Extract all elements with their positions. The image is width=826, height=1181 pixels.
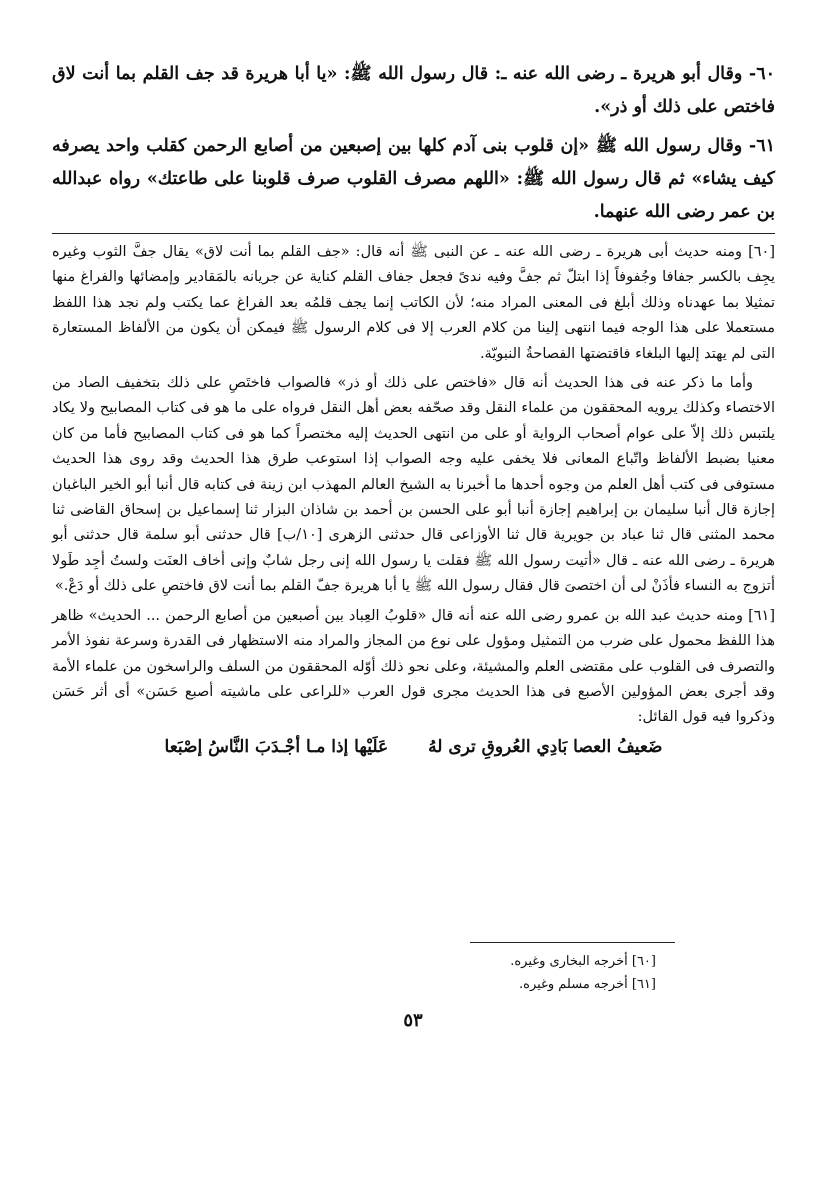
- main-separator: [52, 233, 775, 234]
- hadith-61: ٦١- وقال رسول الله ﷺ «إن قلوب بنى آدم كلها بين إصبعين من أصابع الرحمن كقلب واحد يصرفه كيف يشاء» ثم قال رسول الله ﷺ: «اللهم مصرف القلوب صرف قلوبنا على طاعتك» رواه عبدالله بن عمر رضى الله عنهما.: [52, 136, 775, 222]
- commentary-61: [٦١] ومنه حديث عبد الله بن عمرو رضى الله عنه أنه قال «قلوبُ العِباد بين أصبعين من أصابع الرحمن ... الحديث» ظاهر هذا اللفظ محمول على ضرب من التمثيل ومؤول على نوع من المجاز والمراد منه الاستظهار فى القدرة وسرعة نفوذ الأمر والتصرف فى القلوب على مقتضى العلم والمشيئة، وعلى نحو ذلك أوّله المحققون من السلف والراسخون من علماء الأمة وقد أجرى بعض المؤولين الأصبع فى هذا الحديث مجرى قول العرب «للراعى على ماشيته أصبع حَسَن» أى أثر حَسَن وذكروا فيه قول القائل:: [52, 607, 775, 726]
- footnotes: [356, 950, 656, 996]
- commentary-60-continued: وأما ما ذكر عنه فى هذا الحديث أنه قال «فاختص على ذلك أو ذر» فالصواب فاختَصِ على ذلك بتخفيف الصاد من الاختصاء وكذلك يرويه المحققون من علماء النقل وقد صحّفه بعض أهل النقل فرواه على ما هو فى كتاب المصابيح ولا يكاد يلتبس ذلك إلاّ على عوام أصحاب الرواية أو على من انتهى الحديث إليه مختصراً كما هو فى كتاب المصابيح فأما من كان معنيا بضبط الألفاظ واتّباع المعانى فلا يخفى عليه وجه الصواب إذا استوعب طرق هذا الحديث وقد روى هذا الحديث مستوفى فى كتب أهل العلم من وجوه أحدها ما أخبرنا به الشيخ العالم المهذب ابن زينة فى كتابه قال أنبا أبو الخير الباغبان إجازة قال أنبا سليمان بن إبراهيم إجازة أنبا أبو على الحسن بن أحمد بن شاذان البزار ثنا إسماعيل بن إسحاق القاضى ثنا محمد المثنى قال ثنا عباد بن جويرية قال ثنا الأوزاعى قال حدثنى الزهرى [١٠/ب] قال حدثنى أبو سلمة قال حدثنى أبو هريرة ـ رضى الله عنه ـ قال «أتيت رسول الله ﷺ فقلت يا رسول الله إنى رجل شابٌ وإنى أخاف العنَت ولستُ أجِد طَولا أتزوج به النساء فأذَنْ لى أن اختصىَ قال فقال رسول الله ﷺ يا أبا هريرة جفّ القلم بما أنت لاق فاختصِ على ذلك أو دَعْ.»: [52, 375, 775, 595]
- poetry-verse: [52, 735, 775, 760]
- footnote-61: [٦١] أخرجه مسلم وغيره.: [519, 977, 656, 992]
- verse-first-hemistich: ضَعيفُ العصا بَادِي العُروقِ ترى لهُ: [428, 736, 663, 757]
- footnote-separator: [470, 942, 675, 943]
- footnote-60: [٦٠] أخرجه البخارى وغيره.: [510, 954, 656, 969]
- main-hadith-text: [52, 58, 775, 235]
- hadith-60: ٦٠- وقال أبو هريرة ـ رضى الله عنه ـ: قال رسول الله ﷺ: «يا أبا هريرة قد جف القلم بما أنت لاق فاختص على ذلك أو ذر».: [52, 64, 775, 117]
- verse-second-hemistich: عَلَيْها إذا مـا أجْـدَبَ النَّاسُ إصْبَعا: [164, 736, 389, 757]
- commentary-60: [٦٠] ومنه حديث أبى هريرة ـ رضى الله عنه ـ عن النبى ﷺ أنه قال: «جف القلم بما أنت لاق» يقال جفَّ الثوب وغيره يجِف بالكسر جفافا وجُفوفاً إذا ابتلّ ثم جفَّ وفيه ندىً فجعل جفاف القلم كناية عن جريانه بالمَقادير وإمضائها والفراغ منها تمثيلا بما عهدناه وذلك أبلغ فى المعنى المراد منه؛ لأن الكاتب إنما يجف قلمُه بعد الفراغ عما يكتب ولم نجد هذا اللفظ مستعملا على هذا الوجه فيما انتهى إلينا من كلام العرب إلا فى كلام الرسول ﷺ فيمكن أن يكون من الألفاظ المستعارة التى لم يهتد إليها البلغاء فاقتضتها الفصاحةُ النبويّة.: [52, 244, 775, 362]
- commentary-section: [52, 240, 775, 760]
- page-number: ٥٣: [403, 1010, 423, 1031]
